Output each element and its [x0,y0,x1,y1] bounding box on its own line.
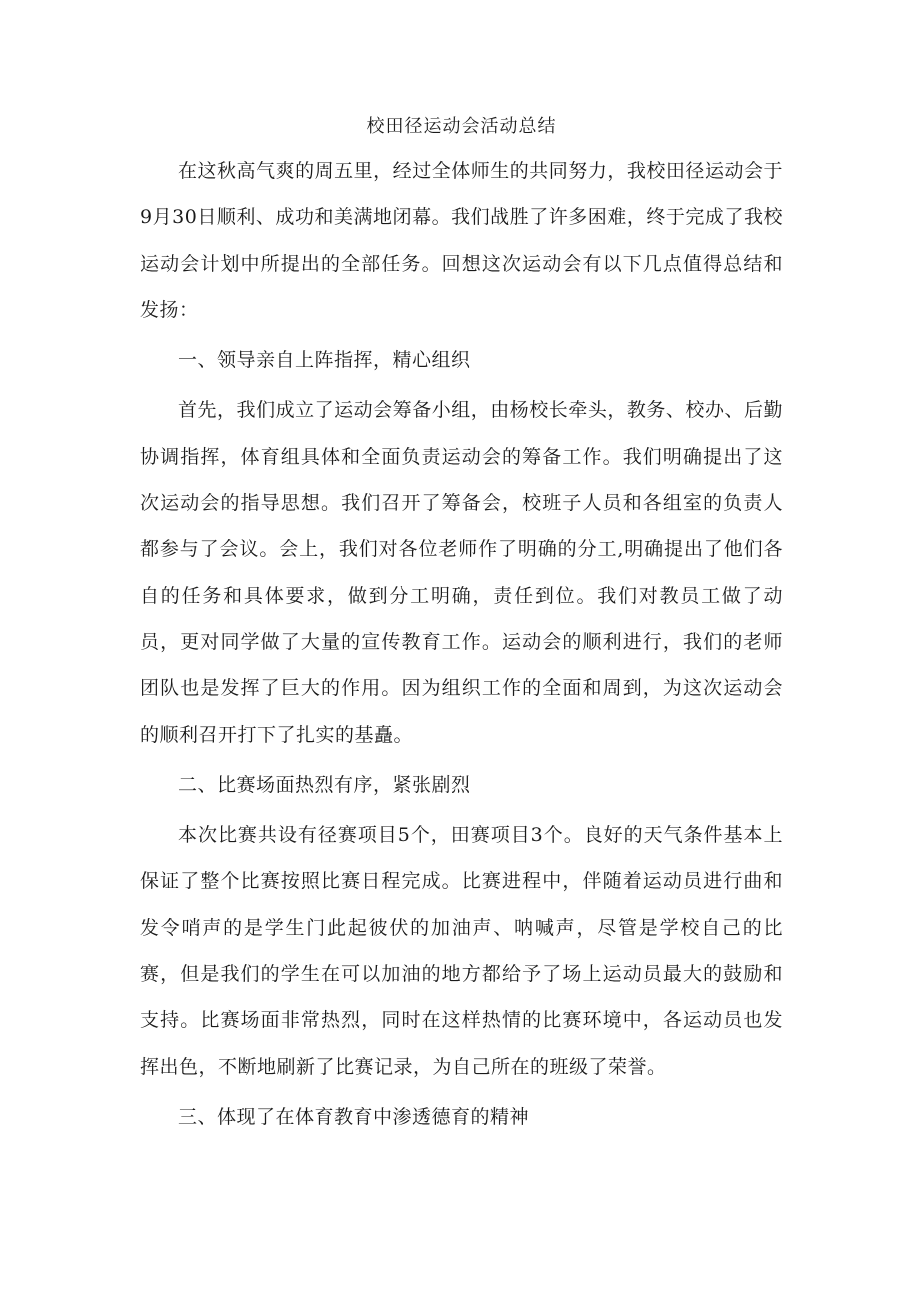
document-page [140,110,783,1144]
section-2-paragraph: 本次比赛共设有径赛项目5个，田赛项目3个。良好的天气条件基本上保证了整个比赛按照比赛日程完成。比赛进程中，伴随着运动员进行曲和发令哨声的是学生门此起彼伏的加油声、呐喊声，尽管是学校自己的比赛，但是我们的学生在可以加油的地方都给予了场上运动员最大的鼓励和支持。比赛场面非常热烈，同时在这样热情的比赛环境中，各运动员也发挥出色，不断地刷新了比赛记录，为自己所在的班级了荣誉。 [140,824,783,1078]
document-title: 校田径运动会活动总结 [366,116,557,137]
section-1-paragraph: 首先，我们成立了运动会筹备小组，由杨校长牵头，教务、校办、后勤协调指挥，体育组具体和全面负责运动会的筹备工作。我们明确提出了这次运动会的指导思想。我们召开了筹备会，校班子人员和各组室的负责人都参与了会议。会上，我们对各位老师作了明确的分工,明确提出了他们各自的任务和具体要求，做到分工明确，责任到位。我们对教员工做了动员，更对同学做了大量的宣传教育工作。运动会的顺利进行，我们的老师团队也是发挥了巨大的作用。因为组织工作的全面和周到，为这次运动会的顺利召开打下了扎实的基矗。 [140,399,783,746]
intro-paragraph: 在这秋高气爽的周五里，经过全体师生的共同努力，我校田径运动会于9月30日顺利、成功和美满地闭幕。我们战胜了许多困难，终于完成了我校运动会计划中所提出的全部任务。回想这次运动会有以下几点值得总结和发扬： [140,160,783,321]
section-heading-2: 二、比赛场面热烈有序，紧张剧烈 [178,773,471,796]
section-heading-1: 一、领导亲自上阵指挥，精心组织 [178,349,471,372]
section-heading-3: 三、体现了在体育教育中渗透德育的精神 [178,1105,530,1128]
